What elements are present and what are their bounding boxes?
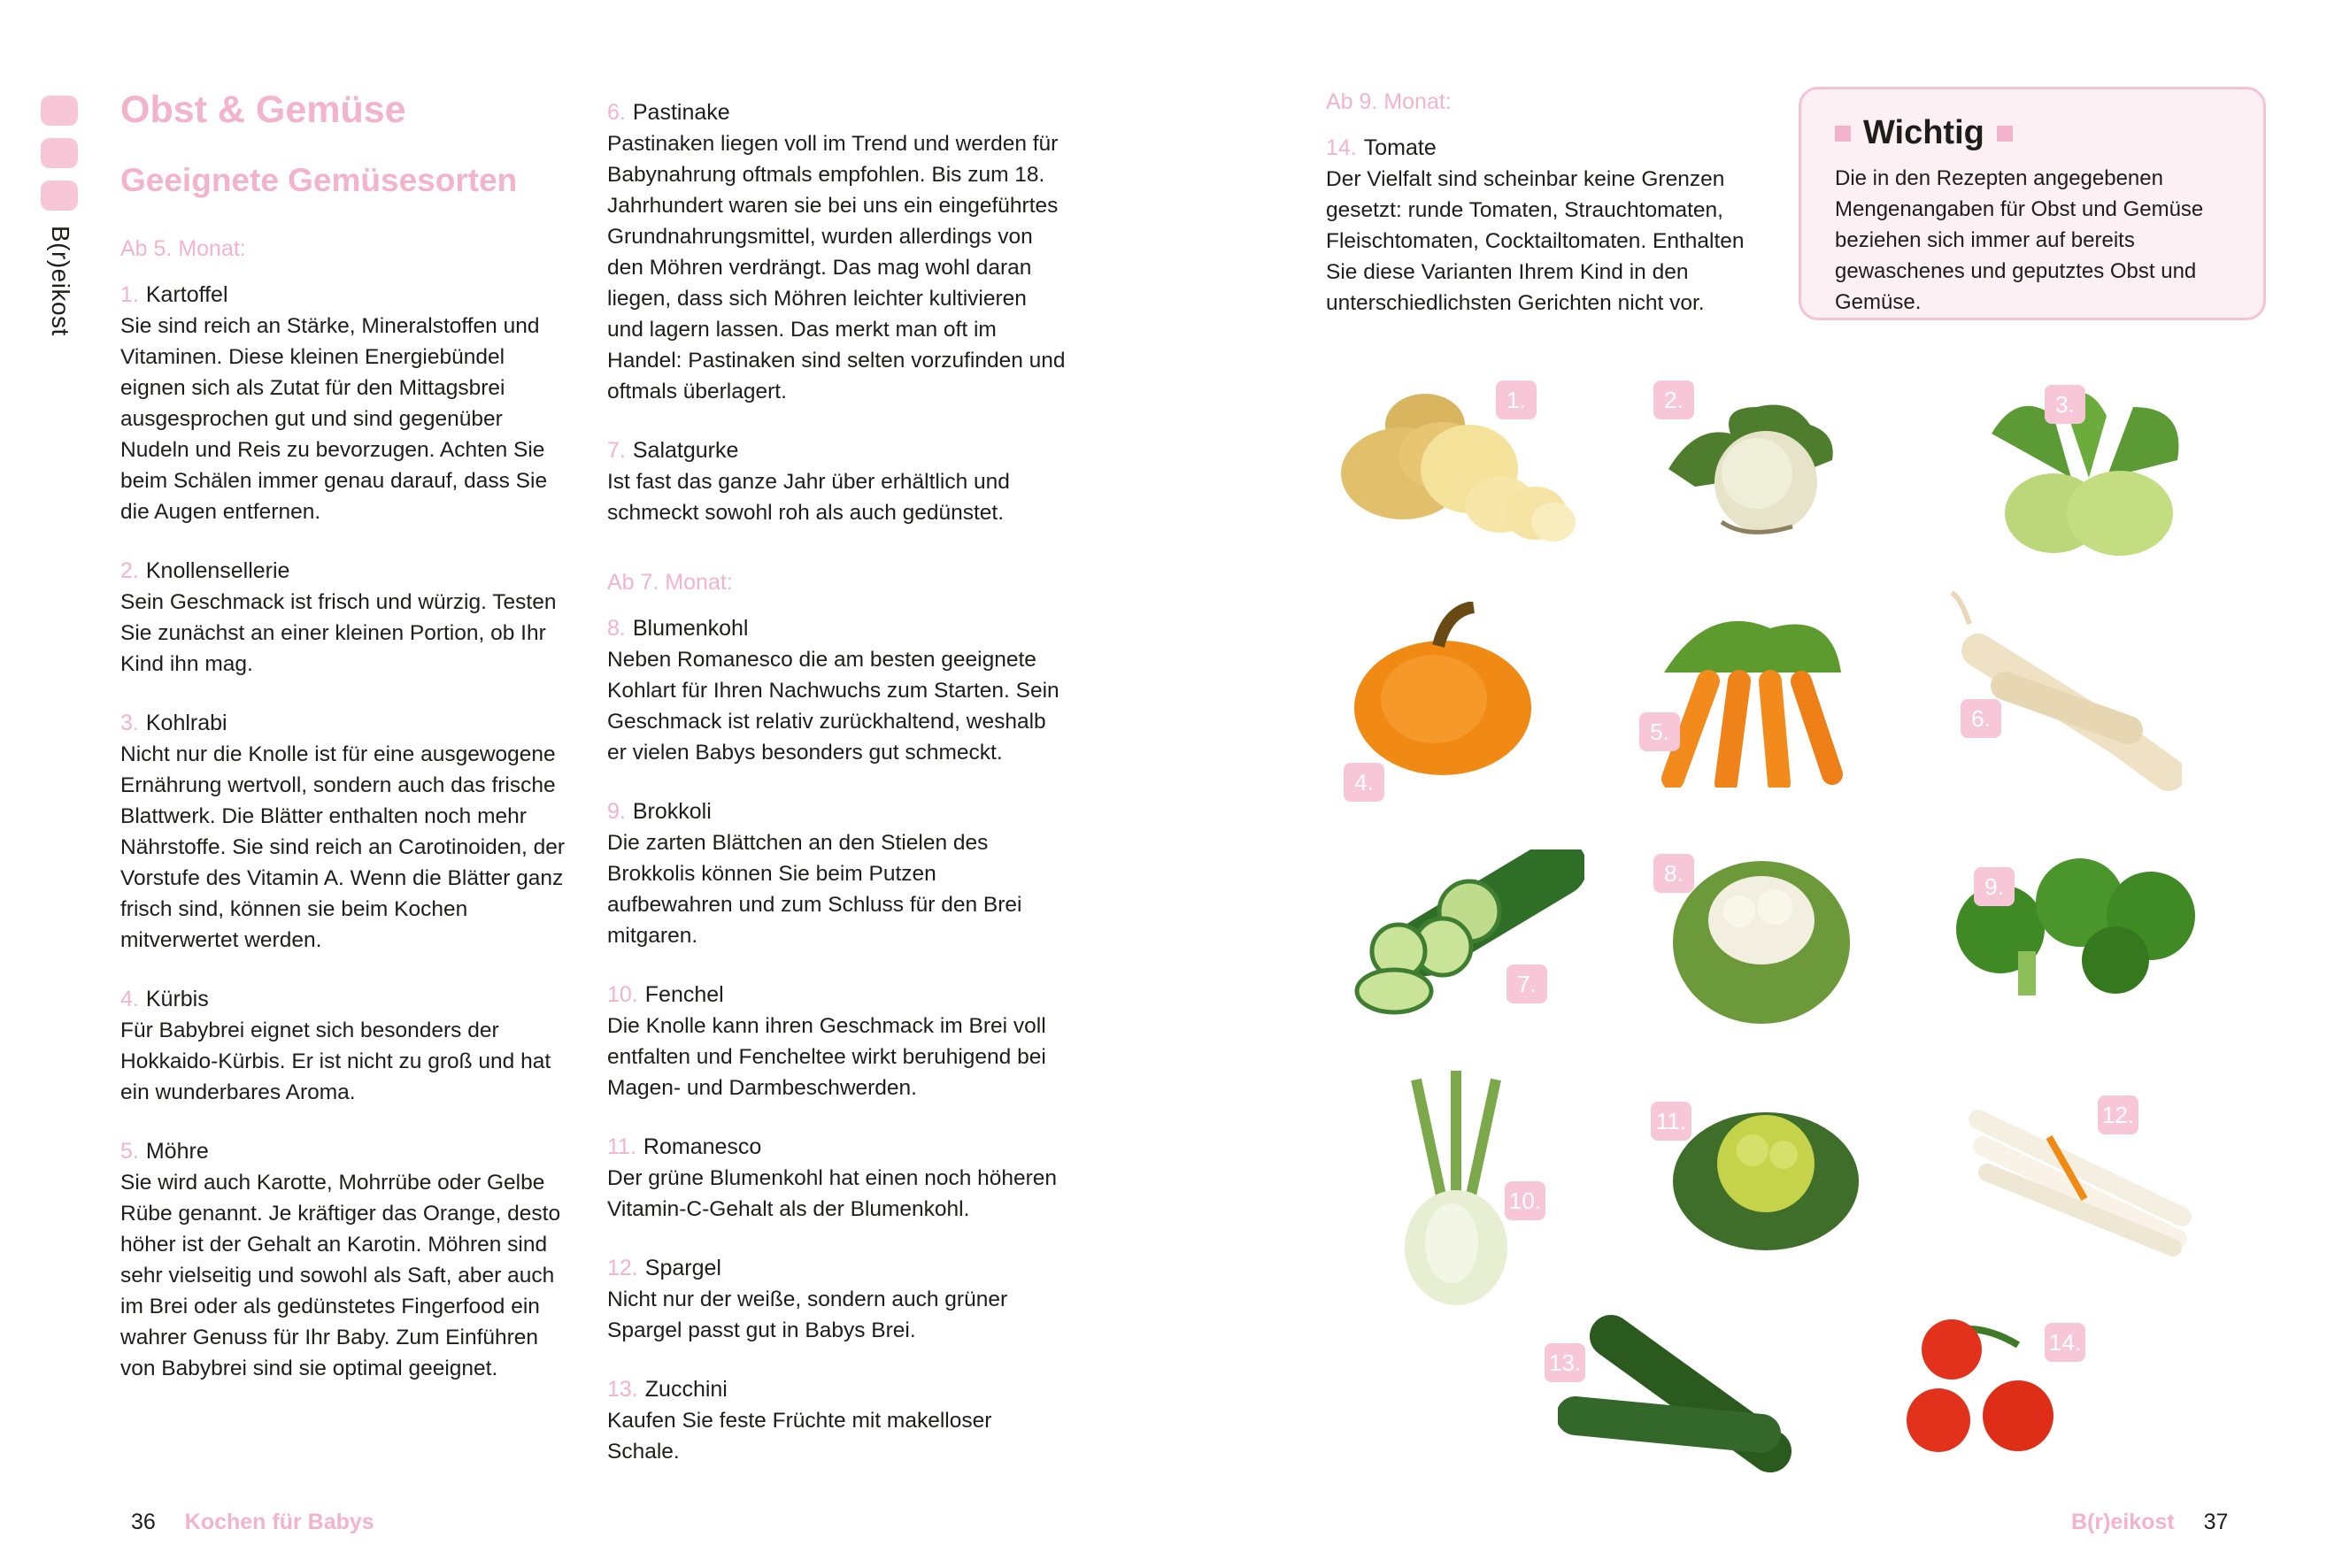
footer-title: Kochen für Babys <box>184 1510 374 1534</box>
entry-name: Spargel <box>644 1256 721 1280</box>
page-number: 36 <box>131 1510 156 1534</box>
footer-right <box>2071 1510 2228 1535</box>
entry-name: Kürbis <box>145 987 209 1011</box>
photo-number-badge: 9. <box>1974 867 2015 906</box>
entry-text: Nicht nur die Knolle ist für eine ausgewogene Ernährung wertvoll, sondern auch das frische Blattwerk. Die Blätter enthalten noch mehr Nährstoffe. Sie sind reich an Carotinoiden, der Vorstufe des Vitamin A. Wenn die Blätter ganz frisch sind, können sie beim Kochen mitverwertet werden. <box>120 742 566 952</box>
veg-entry-kohlrabi <box>120 708 572 956</box>
entry-text: Die zarten Blättchen an den Stielen des Brokkolis können Sie beim Putzen aufbewahren und zum Schluss für den Brei mitgaren. <box>607 831 1022 948</box>
veg-entry-kuerbis <box>120 984 572 1108</box>
page-subtitle: Geeignete Gemüsesorten <box>120 162 518 198</box>
carrot-image <box>1637 602 1859 788</box>
entry-text: Sein Geschmack ist frisch und würzig. Testen Sie zunächst an einer kleinen Portion, ob Ihr Kind ihn mag. <box>120 590 557 676</box>
veg-entry-fenchel <box>607 980 1067 1103</box>
entry-name: Romanesco <box>643 1134 762 1159</box>
footer-left <box>131 1510 374 1535</box>
parsnip-image <box>1934 588 2182 792</box>
entry-name: Knollensellerie <box>145 558 290 583</box>
entry-name: Fenchel <box>644 982 724 1007</box>
veg-entry-pastinake <box>607 97 1067 407</box>
pumpkin-image <box>1350 602 1536 779</box>
asparagus-image <box>1961 1093 2200 1257</box>
entry-number: 2. <box>120 558 139 583</box>
entry-number: 5. <box>120 1139 139 1164</box>
entry-number: 1. <box>120 282 139 307</box>
photo-number-badge: 4. <box>1344 763 1384 802</box>
text-column-3 <box>1326 87 1768 347</box>
photo-number-badge: 11. <box>1651 1102 1691 1141</box>
note-title: Wichtig <box>1863 114 1984 151</box>
section-tab-3 <box>41 181 78 211</box>
section-tab-2 <box>41 138 78 168</box>
text-column-1 <box>120 234 572 1412</box>
veg-entry-blumenkohl <box>607 613 1067 768</box>
potato-image <box>1337 372 1584 557</box>
note-text: Die in den Rezepten angegebenen Mengenangaben für Obst und Gemüse beziehen sich immer auf bereits gewaschenes und geputztes Obst und Gemüse. <box>1835 166 2204 314</box>
entry-text: Der Vielfalt sind scheinbar keine Grenzen gesetzt: runde Tomaten, Strauchtomaten, Fleischtomaten, Cocktailtomaten. Enthalten Sie diese Varianten Ihrem Kind in den unterschiedlichsten Gerichten nicht vor. <box>1326 167 1745 315</box>
zucchini-image <box>1558 1301 1815 1478</box>
entry-text: Nicht nur der weiße, sondern auch grüner Spargel passt gut in Babys Brei. <box>607 1287 1008 1342</box>
veg-entry-spargel <box>607 1253 1067 1346</box>
entry-text: Neben Romanesco die am besten geeignete Kohlart für Ihren Nachwuchs zum Starten. Sein Geschmack ist relativ zurückhaltend, weshalb er vielen Babys besonders gut schmeckt. <box>607 648 1059 765</box>
veg-entry-brokkoli <box>607 796 1067 951</box>
photo-number-badge: 5. <box>1639 712 1680 751</box>
tomato-image <box>1903 1310 2062 1469</box>
photo-number-badge: 13. <box>1545 1343 1585 1382</box>
entry-text: Die Knolle kann ihren Geschmack im Brei voll entfalten und Fencheltee wirkt beruhigend bei Magen- und Darmbeschwerden. <box>607 1014 1046 1100</box>
entry-text: Pastinaken liegen voll im Trend und werden für Babynahrung oftmals empfohlen. Bis zum 18. Jahrhundert waren sie bei uns ein eingeführtes Grundnahrungsmittel, wurden allerdings von den Möhren verdrängt. Das mag wohl daran liegen, dass sich Möhren leichter kultivieren und lagern lassen. Das merkt man oft im Handel: Pastinaken sind selten vorzufinden und oftmals überlagert. <box>607 132 1066 404</box>
important-note-box <box>1799 87 2266 320</box>
section-tab-1 <box>41 96 78 126</box>
photo-number-badge: 2. <box>1653 380 1694 419</box>
veg-entry-romanesco <box>607 1132 1067 1225</box>
entry-number: 6. <box>607 100 626 125</box>
veg-entry-zucchini <box>607 1374 1067 1467</box>
romanesco-image <box>1668 1084 1863 1252</box>
photo-number-badge: 1. <box>1496 380 1537 419</box>
photo-number-badge: 12. <box>2098 1095 2138 1134</box>
photo-number-badge: 7. <box>1506 965 1547 1003</box>
entry-text: Ist fast das ganze Jahr über erhältlich und schmeckt sowohl roh als auch gedünstet. <box>607 470 1010 525</box>
entry-text: Sie wird auch Karotte, Mohrrübe oder Gelbe Rübe genannt. Je kräftiger das Orange, desto höher ist der Gehalt an Karotin. Möhren sind sehr vielseitig und sowohl als Saft, aber auch im Brei oder als gedünstetes Fingerfood ein wahrer Genuss für Ihr Baby. Zum Einführen von Babybrei sind sie optimal geeignet. <box>120 1171 561 1380</box>
veg-entry-kartoffel <box>120 280 572 527</box>
entry-number: 4. <box>120 987 139 1011</box>
entry-number: 12. <box>607 1256 638 1280</box>
fennel-image <box>1399 1071 1514 1310</box>
entry-name: Salatgurke <box>632 438 739 463</box>
month-heading: Ab 7. Monat: <box>607 570 733 595</box>
footer-title: B(r)eikost <box>2071 1510 2175 1534</box>
entry-number: 10. <box>607 982 638 1007</box>
side-section-label: B(r)eikost <box>47 226 74 336</box>
text-column-2 <box>607 97 1067 1495</box>
entry-number: 3. <box>120 711 139 735</box>
photo-number-badge: 8. <box>1653 854 1694 893</box>
entry-number: 14. <box>1326 135 1357 160</box>
entry-number: 9. <box>607 799 626 824</box>
entry-name: Kohlrabi <box>145 711 227 735</box>
cucumber-image <box>1354 849 1584 1018</box>
veg-entry-tomate <box>1326 133 1768 319</box>
entry-name: Blumenkohl <box>632 616 749 641</box>
entry-text: Für Babybrei eignet sich besonders der Hokkaido-Kürbis. Er ist nicht zu groß und hat ein wunderbares Aroma. <box>120 1018 551 1104</box>
veg-entry-salatgurke <box>607 435 1067 528</box>
entry-name: Möhre <box>145 1139 209 1164</box>
photo-number-badge: 14. <box>2045 1323 2085 1362</box>
entry-number: 11. <box>607 1134 636 1159</box>
entry-name: Pastinake <box>632 100 730 125</box>
entry-number: 7. <box>607 438 626 463</box>
entry-text: Kaufen Sie feste Früchte mit makelloser Schale. <box>607 1409 992 1464</box>
bullet-square-icon <box>1835 126 1851 142</box>
photo-number-badge: 6. <box>1961 699 2001 738</box>
entry-name: Brokkoli <box>632 799 712 824</box>
bullet-square-icon <box>1997 126 2013 142</box>
entry-name: Tomate <box>1363 135 1437 160</box>
photo-number-badge: 10. <box>1505 1181 1545 1220</box>
entry-text: Sie sind reich an Stärke, Mineralstoffen und Vitaminen. Diese kleinen Energiebündel eignen sich als Zutat für den Mittagsbrei ausgesprochen gut und sind gegenüber Nudeln und Reis zu bevorzugen. Achten Sie beim Schälen immer genau darauf, dass Sie die Augen entfernen. <box>120 314 548 524</box>
veg-entry-moehre <box>120 1136 572 1384</box>
page-title: Obst & Gemüse <box>120 88 406 131</box>
entry-name: Kartoffel <box>145 282 228 307</box>
page-number: 37 <box>2203 1510 2229 1534</box>
entry-number: 13. <box>607 1377 638 1402</box>
month-heading: Ab 5. Monat: <box>120 236 246 261</box>
entry-number: 8. <box>607 616 626 641</box>
entry-text: Der grüne Blumenkohl hat einen noch höheren Vitamin-C-Gehalt als der Blumenkohl. <box>607 1166 1058 1221</box>
photo-number-badge: 3. <box>2045 385 2085 424</box>
entry-name: Zucchini <box>644 1377 728 1402</box>
month-heading: Ab 9. Monat: <box>1326 89 1452 114</box>
veg-entry-knollensellerie <box>120 556 572 680</box>
